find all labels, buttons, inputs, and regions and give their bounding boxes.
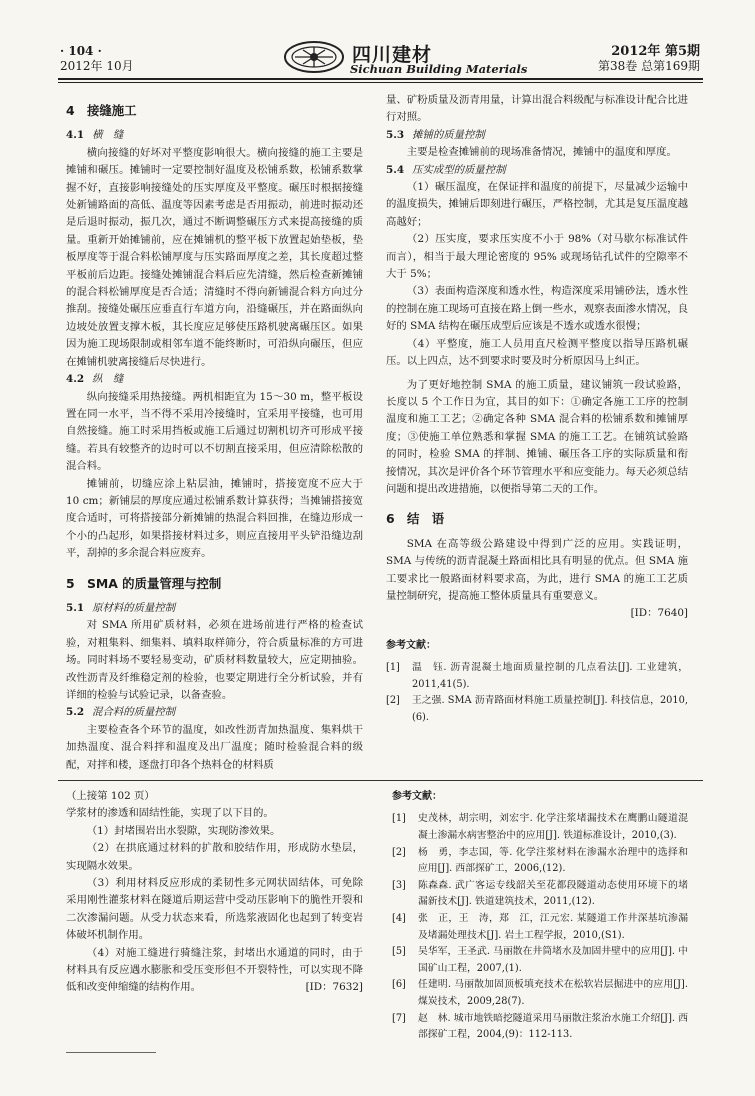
volume-info: 第38卷 总第169期 [598, 59, 700, 73]
section-4-1-heading [66, 127, 363, 144]
references-title: 参考文献： [386, 639, 436, 651]
reference-number: [2] [392, 846, 406, 858]
reference-number: [7] [392, 1012, 406, 1024]
section-number: 5.2 [66, 706, 85, 719]
paragraph: （1）碾压温度，在保证拌和温度的前提下，尽量减少运输中的温度损失，摊铺后即刻进行碾压，严格控制，尤其是复压温度越高越好； [386, 181, 688, 228]
header-left [60, 44, 134, 74]
header-right [598, 44, 700, 74]
reference-text: 吴华军，王圣武. 马丽散在井筒堵水及加固井壁中的应用[J]. 中国矿山工程，2007,(1). [418, 946, 688, 974]
section-title: 原材料的质量控制 [92, 601, 176, 614]
paragraph: 主要检查各个环节的温度，如改性沥青加热温度、集料烘干加热温度、混合料拌和温度及出厂温度；随时检验混合料的级配，对拌和楼，逐盘打印各个热料仓的材料质 [66, 723, 363, 771]
references-list [392, 811, 688, 1043]
section-4-2-heading [66, 371, 363, 388]
journal-logo-icon [283, 40, 345, 74]
reference-number: [2] [386, 695, 400, 707]
section-5-4-heading [386, 162, 688, 179]
reference-text: 陈森森. 武广客运专线韶关至花都段隧道动态使用环境下的堵漏新技术[J]. 铁道建筑技术，2011,(12). [418, 879, 688, 908]
paragraph: SMA 在高等级公路建设中得到广泛的应用。实践证明，SMA 与传统的沥青混凝土路面相比具有明显的优点。但 SMA 施工要求比一般路面材料要求高，为此，进行 SMA 的施工工艺质量控制研究，提高施工整体质量具有重要意义。 [386, 537, 688, 602]
right-column [386, 92, 688, 727]
section-5-1-heading [66, 600, 363, 617]
continuation-references [392, 788, 688, 1044]
header-rule-thin [58, 82, 703, 83]
paragraph: （1）封堵围岩出水裂隙，实现防渗效果。 [86, 824, 281, 837]
section-number: 5.1 [66, 601, 85, 614]
continuation-column [66, 788, 363, 997]
paragraph: 横向接缝的好坏对平整度影响很大。横向接缝的施工主要是摊铺和碾压。摊铺时一定要控制好温度及松铺系数，松铺系数掌握不好，直接影响接缝处的压实厚度及平整度。碾压时根据接缝处新铺路面的高低、温度等因素考虑是否用振动，前进时振动还是后退时振动，振几次，通过不断调整碾压方式来提高接缝的质量。重新开始摊铺前，应在摊铺机的整平板下放置起始垫板，垫板厚度等于混合料松铺厚度与压实路面厚度之差，其长度超过整平板前后边距。接缝处摊铺混合料后应先清缝，然后检查新摊铺的混合料松铺厚度是否合适；清缝时不得向新铺混合料方向过分推刮。接缝处碾压应垂直行车道方向，沿缝碾压，并在路面纵向边坡处放置支撑木板，其长度应足够使压路机驶离碾压区。如果因为施工现场限制或相邻车道不能终断时，可沿纵向碾压，但应在摊铺机驶离接缝后尽快进行。 [66, 146, 363, 368]
paragraph: （3）表面构造深度和透水性，构造深度采用铺砂法，透水性的控制在施工现场可直接在路上倒一些水，观察表面渗水情况，良好的 SMA 结构在碾压成型后应该是不透水或透水很慢； [386, 285, 688, 333]
paragraph: （4）平整度，施工人员用直尺检测平整度以指导压路机碾压。以上四点，达不到要求时要及时分析原因马上纠正。 [386, 337, 688, 368]
reference-text: 王之强. SMA 沥青路面材料施工质量控制[J]. 科技信息，2010,(6). [412, 695, 688, 723]
section-number: 4.1 [66, 129, 85, 142]
reference-item [392, 911, 688, 944]
section-6-heading: 6 结 语 [386, 511, 445, 527]
reference-text: 杨 勇，李志国，等. 化学注浆材料在渗漏水治理中的选择和应用[J]. 西部探矿工，2006,(12). [418, 846, 688, 875]
article-id: [ID：7640] [630, 607, 688, 620]
section-title: 混合料的质量控制 [92, 706, 176, 719]
section-5-2-heading [66, 704, 363, 721]
journal-title-cn: 四川建材 [352, 44, 433, 66]
reference-text: 张 正，王 涛，郑 江，江元宏. 某隧道工作井深基坑渗漏及堵漏处理技术[J]. 岩土工程学报，2010,(S1). [418, 912, 688, 941]
paragraph: 主要是检查摊铺前的现场准备情况，摊铺中的温度和厚度。 [406, 146, 677, 159]
paragraph: 摊铺前，切缝应涂上粘层油，摊铺时，搭接宽度不应大于 10 cm；新铺层的厚度应通过松铺系数计算获得；当摊铺搭接宽度合适时，可将搭接部分新摊铺的热混合料回推，在缝边形成一个小的凸起形，如果搭接材料过多，则应直接用平头铲沿缝边刮平，刮掉的多余混合料应废弃。 [66, 477, 363, 560]
journal-title-en: Sichuan Building Materials [350, 62, 528, 76]
header-rule-thick [58, 78, 703, 80]
paragraph: （2）压实度，要求压实度不小于 98%（对马歇尔标准试件而言），相当于最大理论密度的 95% 或现场钻孔试件的空隙率不大于 5%； [386, 233, 688, 281]
paragraph: 学浆材的渗透和固结性能，实现了以下目的。 [66, 807, 274, 820]
reference-number: [3] [392, 879, 406, 891]
paragraph-text: （4）对施工缝进行骑缝注浆，封堵出水通道的同时，由于材料具有反应遇水膨胀和受压变形但不开裂特性，可以实现不降低和改变伸缩缝的结构作用。 [66, 946, 363, 994]
footnote-rule [66, 1052, 156, 1053]
paragraph: 量、矿粉质量及沥青用量，计算出混合料级配与标准设计配合比进行对照。 [386, 94, 688, 124]
reference-item [392, 944, 688, 977]
reference-number: [5] [392, 946, 406, 958]
references-title: 参考文献： [392, 791, 442, 802]
paragraph: （2）在拱底通过材料的扩散和胶结作用，形成防水垫层，实现隔水效果。 [66, 842, 363, 872]
reference-item [392, 845, 688, 878]
references-list [386, 660, 688, 726]
reference-text: 任建明. 马丽散加固顶板填充技术在松软岩层掘进中的应用[J]. 煤炭技术，2009,28(7). [418, 979, 688, 1007]
reference-text: 赵 林. 城市地铁暗挖隧道采用马丽散注浆治水施工介绍[J]. 西部探矿工程，2004,(9)：112-113. [418, 1012, 688, 1041]
issue-date: 2012年 10月 [60, 59, 134, 73]
section-divider [58, 780, 703, 781]
reference-item [386, 660, 688, 693]
issue-number: 2012年 第5期 [611, 44, 700, 59]
reference-item [392, 977, 688, 1010]
reference-number: [4] [392, 912, 406, 924]
section-number: 5.3 [386, 128, 405, 141]
reference-number: [1] [392, 813, 406, 825]
reference-item [392, 1011, 688, 1044]
section-4-heading: 4 接缝施工 [66, 103, 137, 118]
section-5-heading: 5 SMA 的质量管理与控制 [66, 575, 222, 591]
reference-item [392, 811, 688, 844]
paragraph: 纵向接缝采用热接缝。两机相距宜为 15～30 m，整平板设置在同一水平，当不得不采用冷接缝时，宜采用平接缝，也可用自然接缝。施工时采用挡板或施工后通过切割机切齐可形成平接缝。若具有较整齐的边时可以不切割直接采用，但应清除松散的混合料。 [66, 390, 363, 473]
left-column [66, 92, 363, 774]
section-title: 压实成型的质量控制 [412, 163, 506, 176]
reference-text: 史茂林，胡宗明，刘宏宇. 化学注浆堵漏技术在鹰鹏山隧道混凝土渗漏水病害整治中的应用[J]. 铁道标准设计，2010,(3). [418, 813, 688, 841]
section-number: 5.4 [386, 163, 405, 176]
paragraph: 为了更好地控制 SMA 的施工质量，建议铺筑一段试验路，长度以 5 个工作日为宜，其目的如下：①确定各施工工序的控制温度和施工工艺；②确定各种 SMA 混合料的松铺系数和摊铺厚度；③使施工单位熟悉和掌握 SMA 的施工工艺。在铺筑试验路的同时，检验 SMA 的拌制、摊铺、碾压各工序的实际质量和衔接情况，其次是评价各个环节管理水平和应变能力。每天必须总结问题和提出改进措施，以便指导第二天的工作。 [386, 378, 688, 495]
section-5-3-heading [386, 127, 688, 144]
reference-number: [6] [392, 979, 406, 991]
paragraph: 对 SMA 所用矿质材料，必须在进场前进行严格的检查试验，对粗集料、细集料、填料取样筛分，符合质量标准的方可进场。同时料场不要轻易变动，矿质材料数量较大，应定期抽验。改性沥青及纤维稳定剂的检验，也要定期进行全分析试验，并有详细的检验与试验记录，以备查验。 [66, 619, 363, 701]
paragraph: （3）利用材料反应形成的柔韧性多元网状固结体，可免除采用刚性灌浆材料在隧道后期运营中受动压影响下的脆性开裂和二次渗漏问题。从受力状态来看，所选浆液固化也起到了转变岩体破坏机制作用。 [66, 877, 363, 942]
reference-item [386, 693, 688, 726]
reference-number: [1] [386, 662, 400, 674]
section-title: 摊铺的质量控制 [412, 128, 485, 141]
section-number: 4.2 [66, 373, 85, 386]
reference-text: 温 钰. 沥青混凝土地面质量控制的几点看法[J]. 工业建筑，2011,41(5). [412, 662, 688, 690]
continuation-note: （上接第 102 页） [66, 790, 155, 802]
reference-item [392, 878, 688, 911]
article-id: [ID：7632] [305, 981, 363, 994]
section-title: 纵 缝 [92, 373, 124, 386]
section-title: 横 缝 [92, 129, 124, 142]
page-number: · 104 · [60, 44, 102, 58]
paragraph [66, 945, 363, 997]
